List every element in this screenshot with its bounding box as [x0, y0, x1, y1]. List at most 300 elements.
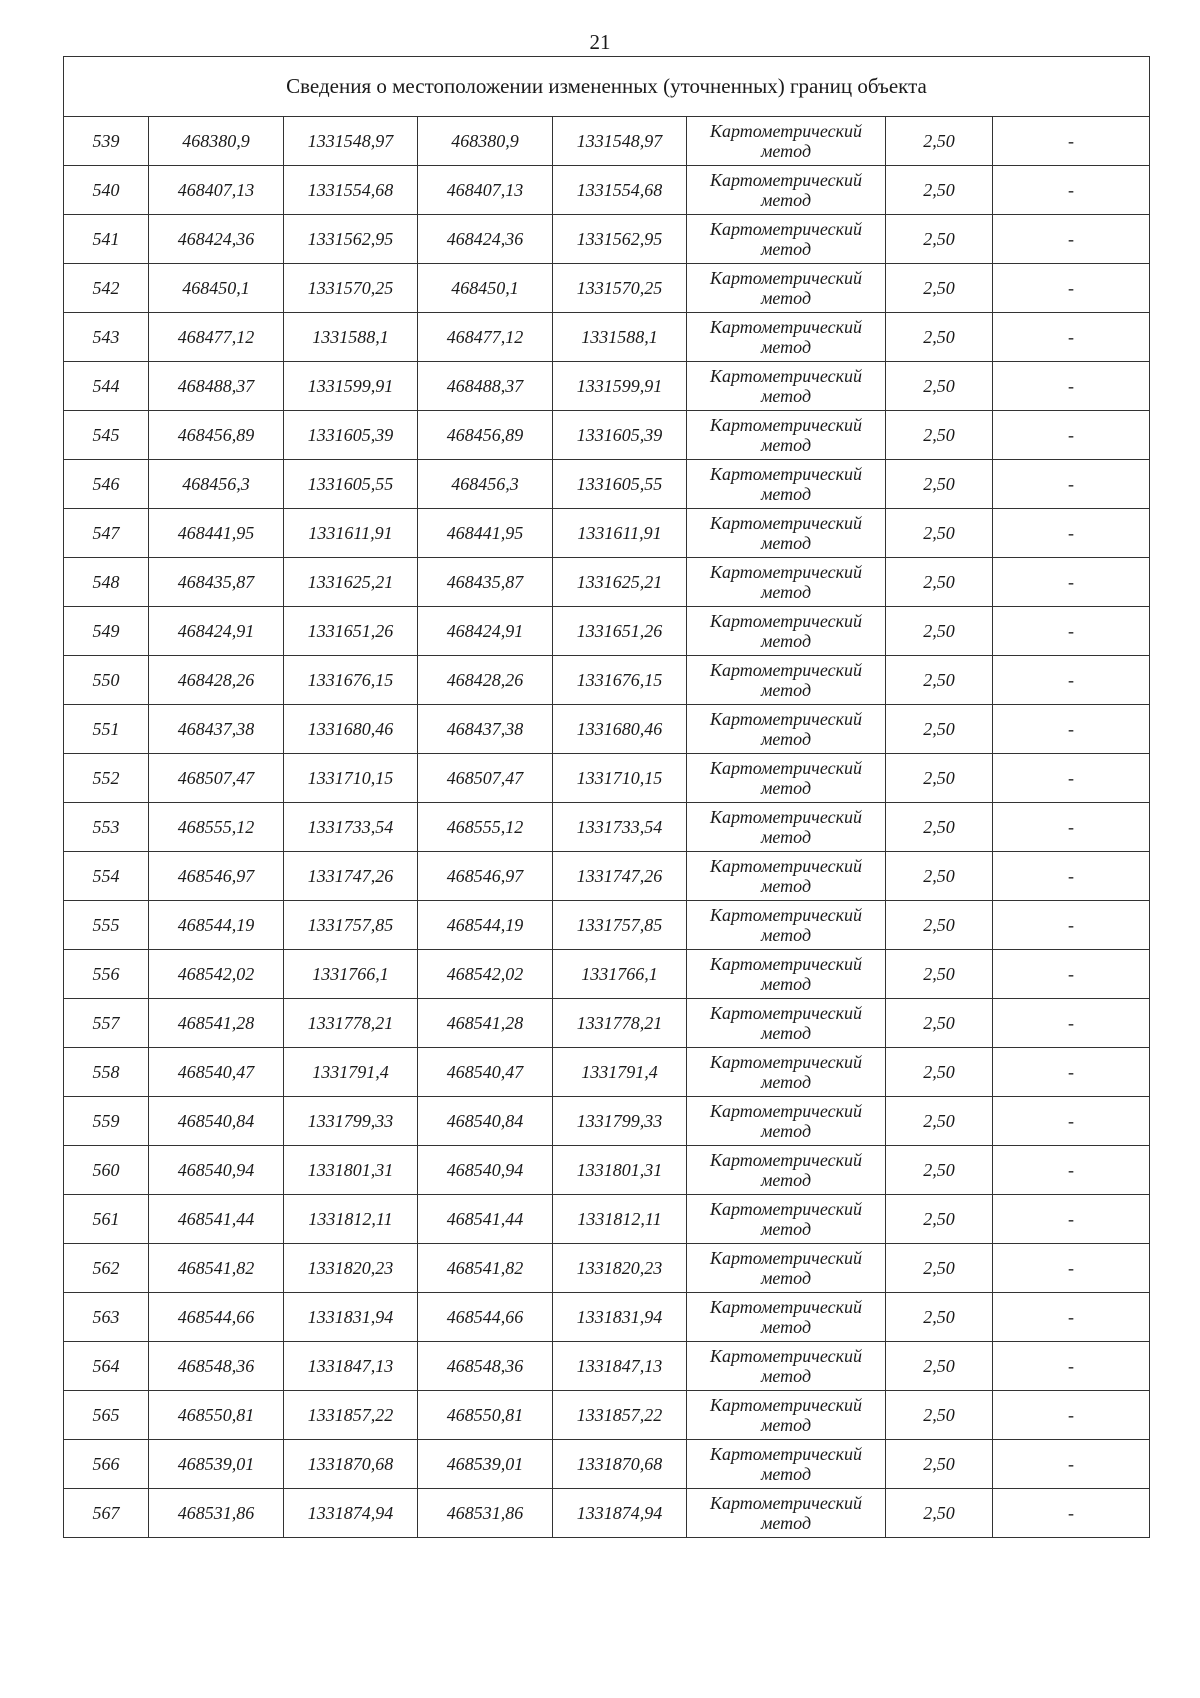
x-existing-cell: 468507,47 — [149, 754, 284, 803]
description-cell: - — [993, 1391, 1150, 1440]
x-existing-cell: 468424,91 — [149, 607, 284, 656]
table-row — [64, 950, 1150, 999]
x-refined-cell: 468428,26 — [418, 656, 553, 705]
x-existing-cell: 468542,02 — [149, 950, 284, 999]
y-refined-cell: 1331651,26 — [553, 607, 687, 656]
table-row — [64, 558, 1150, 607]
method-text-line: метод — [760, 1513, 812, 1533]
method-cell — [687, 1293, 886, 1342]
y-refined-cell: 1331847,13 — [553, 1342, 687, 1391]
accuracy-cell: 2,50 — [886, 1489, 993, 1538]
y-refined-cell: 1331710,15 — [553, 754, 687, 803]
table-row — [64, 607, 1150, 656]
method-text-line: метод — [760, 141, 812, 161]
method-cell — [687, 1342, 886, 1391]
table-row — [64, 1440, 1150, 1489]
y-existing-cell: 1331747,26 — [284, 852, 418, 901]
y-existing-cell: 1331605,39 — [284, 411, 418, 460]
description-cell: - — [993, 901, 1150, 950]
accuracy-cell: 2,50 — [886, 656, 993, 705]
table-row — [64, 1489, 1150, 1538]
point-number-cell: 539 — [64, 117, 149, 166]
x-existing-cell: 468541,44 — [149, 1195, 284, 1244]
method-text-line: Картометрический — [709, 562, 862, 582]
x-existing-cell: 468441,95 — [149, 509, 284, 558]
x-refined-cell: 468456,89 — [418, 411, 553, 460]
y-existing-cell: 1331791,4 — [284, 1048, 418, 1097]
x-refined-cell: 468542,02 — [418, 950, 553, 999]
y-existing-cell: 1331651,26 — [284, 607, 418, 656]
x-refined-cell: 468456,3 — [418, 460, 553, 509]
method-text-line: Картометрический — [709, 1052, 862, 1072]
method-text-line: Картометрический — [709, 1395, 862, 1415]
y-refined-cell: 1331733,54 — [553, 803, 687, 852]
table-row — [64, 852, 1150, 901]
table-row — [64, 264, 1150, 313]
accuracy-cell: 2,50 — [886, 852, 993, 901]
table-row — [64, 705, 1150, 754]
description-cell: - — [993, 803, 1150, 852]
description-cell: - — [993, 460, 1150, 509]
description-cell: - — [993, 1440, 1150, 1489]
point-number-cell: 563 — [64, 1293, 149, 1342]
x-refined-cell: 468540,47 — [418, 1048, 553, 1097]
accuracy-cell: 2,50 — [886, 901, 993, 950]
y-refined-cell: 1331625,21 — [553, 558, 687, 607]
x-existing-cell: 468541,28 — [149, 999, 284, 1048]
method-text-line: Картометрический — [709, 170, 862, 190]
y-existing-cell: 1331778,21 — [284, 999, 418, 1048]
x-refined-cell: 468450,1 — [418, 264, 553, 313]
page-number: 21 — [589, 30, 611, 54]
y-refined-cell: 1331562,95 — [553, 215, 687, 264]
point-number-cell: 566 — [64, 1440, 149, 1489]
accuracy-cell: 2,50 — [886, 1195, 993, 1244]
description-cell: - — [993, 1293, 1150, 1342]
point-number-cell: 556 — [64, 950, 149, 999]
y-refined-cell: 1331605,39 — [553, 411, 687, 460]
table-row — [64, 215, 1150, 264]
accuracy-cell: 2,50 — [886, 215, 993, 264]
x-existing-cell: 468424,36 — [149, 215, 284, 264]
table-row — [64, 1391, 1150, 1440]
x-existing-cell: 468456,89 — [149, 411, 284, 460]
point-number-cell: 562 — [64, 1244, 149, 1293]
method-cell — [687, 558, 886, 607]
method-cell — [687, 1097, 886, 1146]
method-text-line: метод — [760, 1366, 812, 1386]
x-existing-cell: 468437,38 — [149, 705, 284, 754]
y-refined-cell: 1331812,11 — [553, 1195, 687, 1244]
method-text-line: метод — [760, 435, 812, 455]
y-refined-cell: 1331820,23 — [553, 1244, 687, 1293]
method-text-line: Картометрический — [709, 709, 862, 729]
method-cell — [687, 656, 886, 705]
y-existing-cell: 1331874,94 — [284, 1489, 418, 1538]
description-cell: - — [993, 705, 1150, 754]
method-text-line: Картометрический — [709, 1199, 862, 1219]
x-existing-cell: 468540,47 — [149, 1048, 284, 1097]
table-row — [64, 1048, 1150, 1097]
table-row — [64, 313, 1150, 362]
y-existing-cell: 1331812,11 — [284, 1195, 418, 1244]
method-cell — [687, 1489, 886, 1538]
method-cell — [687, 411, 886, 460]
y-existing-cell: 1331554,68 — [284, 166, 418, 215]
x-refined-cell: 468407,13 — [418, 166, 553, 215]
point-number-cell: 547 — [64, 509, 149, 558]
x-refined-cell: 468544,19 — [418, 901, 553, 950]
y-refined-cell: 1331791,4 — [553, 1048, 687, 1097]
x-existing-cell: 468488,37 — [149, 362, 284, 411]
y-existing-cell: 1331733,54 — [284, 803, 418, 852]
description-cell: - — [993, 1342, 1150, 1391]
method-text-line: метод — [760, 876, 812, 896]
accuracy-cell: 2,50 — [886, 754, 993, 803]
method-text-line: Картометрический — [709, 268, 862, 288]
method-text-line: Картометрический — [709, 1346, 862, 1366]
x-existing-cell: 468477,12 — [149, 313, 284, 362]
method-text-line: метод — [760, 484, 812, 504]
y-refined-cell: 1331680,46 — [553, 705, 687, 754]
method-cell — [687, 264, 886, 313]
table-row — [64, 411, 1150, 460]
y-existing-cell: 1331625,21 — [284, 558, 418, 607]
x-refined-cell: 468544,66 — [418, 1293, 553, 1342]
description-cell: - — [993, 656, 1150, 705]
y-existing-cell: 1331801,31 — [284, 1146, 418, 1195]
y-refined-cell: 1331801,31 — [553, 1146, 687, 1195]
y-existing-cell: 1331588,1 — [284, 313, 418, 362]
accuracy-cell: 2,50 — [886, 1342, 993, 1391]
description-cell: - — [993, 1244, 1150, 1293]
table-title-row — [64, 57, 1150, 117]
x-refined-cell: 468507,47 — [418, 754, 553, 803]
x-existing-cell: 468456,3 — [149, 460, 284, 509]
y-existing-cell: 1331766,1 — [284, 950, 418, 999]
x-refined-cell: 468424,91 — [418, 607, 553, 656]
x-existing-cell: 468539,01 — [149, 1440, 284, 1489]
description-cell: - — [993, 754, 1150, 803]
method-text-line: метод — [760, 1464, 812, 1484]
x-existing-cell: 468540,94 — [149, 1146, 284, 1195]
x-existing-cell: 468546,97 — [149, 852, 284, 901]
point-number-cell: 548 — [64, 558, 149, 607]
description-cell: - — [993, 1097, 1150, 1146]
y-existing-cell: 1331820,23 — [284, 1244, 418, 1293]
x-existing-cell: 468450,1 — [149, 264, 284, 313]
method-text-line: Картометрический — [709, 1101, 862, 1121]
method-text-line: Картометрический — [709, 807, 862, 827]
method-cell — [687, 362, 886, 411]
x-existing-cell: 468435,87 — [149, 558, 284, 607]
method-cell — [687, 460, 886, 509]
x-refined-cell: 468548,36 — [418, 1342, 553, 1391]
y-existing-cell: 1331599,91 — [284, 362, 418, 411]
description-cell: - — [993, 411, 1150, 460]
method-text-line: метод — [760, 1219, 812, 1239]
x-refined-cell: 468539,01 — [418, 1440, 553, 1489]
x-existing-cell: 468540,84 — [149, 1097, 284, 1146]
accuracy-cell: 2,50 — [886, 166, 993, 215]
description-cell: - — [993, 1195, 1150, 1244]
x-refined-cell: 468555,12 — [418, 803, 553, 852]
method-text-line: метод — [760, 827, 812, 847]
description-cell: - — [993, 313, 1150, 362]
point-number-cell: 554 — [64, 852, 149, 901]
method-cell — [687, 1195, 886, 1244]
y-existing-cell: 1331548,97 — [284, 117, 418, 166]
y-refined-cell: 1331554,68 — [553, 166, 687, 215]
description-cell: - — [993, 117, 1150, 166]
method-text-line: метод — [760, 1072, 812, 1092]
method-cell — [687, 509, 886, 558]
method-cell — [687, 754, 886, 803]
method-text-line: метод — [760, 778, 812, 798]
point-number-cell: 557 — [64, 999, 149, 1048]
method-text-line: Картометрический — [709, 611, 862, 631]
description-cell: - — [993, 607, 1150, 656]
y-refined-cell: 1331870,68 — [553, 1440, 687, 1489]
description-cell: - — [993, 264, 1150, 313]
method-text-line: метод — [760, 974, 812, 994]
y-refined-cell: 1331676,15 — [553, 656, 687, 705]
table-row — [64, 1342, 1150, 1391]
accuracy-cell: 2,50 — [886, 1048, 993, 1097]
point-number-cell: 559 — [64, 1097, 149, 1146]
x-refined-cell: 468531,86 — [418, 1489, 553, 1538]
method-text-line: метод — [760, 680, 812, 700]
method-cell — [687, 950, 886, 999]
description-cell: - — [993, 852, 1150, 901]
table-row — [64, 117, 1150, 166]
x-existing-cell: 468428,26 — [149, 656, 284, 705]
method-text-line: метод — [760, 386, 812, 406]
x-existing-cell: 468544,66 — [149, 1293, 284, 1342]
x-refined-cell: 468550,81 — [418, 1391, 553, 1440]
table-row — [64, 1146, 1150, 1195]
point-number-cell: 543 — [64, 313, 149, 362]
method-cell — [687, 999, 886, 1048]
method-cell — [687, 852, 886, 901]
method-text-line: метод — [760, 288, 812, 308]
accuracy-cell: 2,50 — [886, 803, 993, 852]
method-text-line: метод — [760, 729, 812, 749]
description-cell: - — [993, 558, 1150, 607]
method-text-line: метод — [760, 337, 812, 357]
table-row — [64, 509, 1150, 558]
point-number-cell: 558 — [64, 1048, 149, 1097]
y-refined-cell: 1331831,94 — [553, 1293, 687, 1342]
description-cell: - — [993, 509, 1150, 558]
y-existing-cell: 1331611,91 — [284, 509, 418, 558]
table-row — [64, 754, 1150, 803]
x-refined-cell: 468546,97 — [418, 852, 553, 901]
method-cell — [687, 1391, 886, 1440]
x-existing-cell: 468380,9 — [149, 117, 284, 166]
x-existing-cell: 468541,82 — [149, 1244, 284, 1293]
x-refined-cell: 468540,94 — [418, 1146, 553, 1195]
method-text-line: метод — [760, 1121, 812, 1141]
y-refined-cell: 1331599,91 — [553, 362, 687, 411]
y-refined-cell: 1331605,55 — [553, 460, 687, 509]
table-row — [64, 1097, 1150, 1146]
method-text-line: Картометрический — [709, 366, 862, 386]
method-text-line: Картометрический — [709, 660, 862, 680]
accuracy-cell: 2,50 — [886, 1146, 993, 1195]
accuracy-cell: 2,50 — [886, 509, 993, 558]
point-number-cell: 565 — [64, 1391, 149, 1440]
point-number-cell: 540 — [64, 166, 149, 215]
point-number-cell: 545 — [64, 411, 149, 460]
method-text-line: метод — [760, 239, 812, 259]
point-number-cell: 546 — [64, 460, 149, 509]
accuracy-cell: 2,50 — [886, 1097, 993, 1146]
x-existing-cell: 468550,81 — [149, 1391, 284, 1440]
method-text-line: Картометрический — [709, 415, 862, 435]
table-row — [64, 1293, 1150, 1342]
accuracy-cell: 2,50 — [886, 999, 993, 1048]
y-refined-cell: 1331588,1 — [553, 313, 687, 362]
method-text-line: Картометрический — [709, 954, 862, 974]
point-number-cell: 564 — [64, 1342, 149, 1391]
method-text-line: Картометрический — [709, 1444, 862, 1464]
x-existing-cell: 468531,86 — [149, 1489, 284, 1538]
y-refined-cell: 1331548,97 — [553, 117, 687, 166]
y-refined-cell: 1331874,94 — [553, 1489, 687, 1538]
y-existing-cell: 1331680,46 — [284, 705, 418, 754]
x-refined-cell: 468380,9 — [418, 117, 553, 166]
method-cell — [687, 166, 886, 215]
y-existing-cell: 1331857,22 — [284, 1391, 418, 1440]
boundary-coordinates-table — [63, 56, 1150, 1538]
accuracy-cell: 2,50 — [886, 264, 993, 313]
point-number-cell: 553 — [64, 803, 149, 852]
method-cell — [687, 1244, 886, 1293]
y-refined-cell: 1331799,33 — [553, 1097, 687, 1146]
method-text-line: Картометрический — [709, 513, 862, 533]
method-text-line: Картометрический — [709, 317, 862, 337]
method-text-line: Картометрический — [709, 1248, 862, 1268]
point-number-cell: 567 — [64, 1489, 149, 1538]
point-number-cell: 555 — [64, 901, 149, 950]
table-row — [64, 656, 1150, 705]
table-row — [64, 999, 1150, 1048]
point-number-cell: 550 — [64, 656, 149, 705]
point-number-cell: 549 — [64, 607, 149, 656]
description-cell: - — [993, 999, 1150, 1048]
accuracy-cell: 2,50 — [886, 607, 993, 656]
table-row — [64, 1244, 1150, 1293]
description-cell: - — [993, 215, 1150, 264]
method-cell — [687, 705, 886, 754]
description-cell: - — [993, 1146, 1150, 1195]
table-row — [64, 1195, 1150, 1244]
y-refined-cell: 1331611,91 — [553, 509, 687, 558]
method-text-line: Картометрический — [709, 121, 862, 141]
accuracy-cell: 2,50 — [886, 558, 993, 607]
method-text-line: метод — [760, 1170, 812, 1190]
method-text-line: Картометрический — [709, 905, 862, 925]
method-text-line: метод — [760, 1415, 812, 1435]
y-refined-cell: 1331757,85 — [553, 901, 687, 950]
method-cell — [687, 215, 886, 264]
method-text-line: Картометрический — [709, 1297, 862, 1317]
point-number-cell: 541 — [64, 215, 149, 264]
accuracy-cell: 2,50 — [886, 362, 993, 411]
x-existing-cell: 468407,13 — [149, 166, 284, 215]
description-cell: - — [993, 1489, 1150, 1538]
accuracy-cell: 2,50 — [886, 313, 993, 362]
description-cell: - — [993, 166, 1150, 215]
y-existing-cell: 1331847,13 — [284, 1342, 418, 1391]
x-existing-cell: 468548,36 — [149, 1342, 284, 1391]
y-existing-cell: 1331570,25 — [284, 264, 418, 313]
method-cell — [687, 313, 886, 362]
accuracy-cell: 2,50 — [886, 1293, 993, 1342]
method-text-line: метод — [760, 533, 812, 553]
y-existing-cell: 1331831,94 — [284, 1293, 418, 1342]
method-cell — [687, 901, 886, 950]
y-refined-cell: 1331778,21 — [553, 999, 687, 1048]
accuracy-cell: 2,50 — [886, 460, 993, 509]
point-number-cell: 542 — [64, 264, 149, 313]
table-row — [64, 901, 1150, 950]
accuracy-cell: 2,50 — [886, 1391, 993, 1440]
method-text-line: Картометрический — [709, 219, 862, 239]
point-number-cell: 544 — [64, 362, 149, 411]
x-refined-cell: 468540,84 — [418, 1097, 553, 1146]
method-text-line: Картометрический — [709, 856, 862, 876]
point-number-cell: 560 — [64, 1146, 149, 1195]
method-text-line: Картометрический — [709, 1150, 862, 1170]
method-text-line: Картометрический — [709, 758, 862, 778]
accuracy-cell: 2,50 — [886, 705, 993, 754]
x-refined-cell: 468441,95 — [418, 509, 553, 558]
method-text-line: метод — [760, 925, 812, 945]
method-text-line: Картометрический — [709, 464, 862, 484]
y-refined-cell: 1331857,22 — [553, 1391, 687, 1440]
method-text-line: Картометрический — [709, 1493, 862, 1513]
x-refined-cell: 468437,38 — [418, 705, 553, 754]
method-text-line: метод — [760, 1317, 812, 1337]
description-cell: - — [993, 362, 1150, 411]
method-cell — [687, 1146, 886, 1195]
method-text-line: метод — [760, 1268, 812, 1288]
x-refined-cell: 468541,44 — [418, 1195, 553, 1244]
accuracy-cell: 2,50 — [886, 411, 993, 460]
method-cell — [687, 1048, 886, 1097]
method-cell — [687, 117, 886, 166]
method-text-line: метод — [760, 1023, 812, 1043]
accuracy-cell: 2,50 — [886, 117, 993, 166]
y-existing-cell: 1331605,55 — [284, 460, 418, 509]
table-row — [64, 362, 1150, 411]
table-row — [64, 803, 1150, 852]
point-number-cell: 551 — [64, 705, 149, 754]
method-text-line: метод — [760, 582, 812, 602]
method-cell — [687, 803, 886, 852]
table-title: Сведения о местоположении измененных (уточненных) границ объекта — [64, 57, 1150, 117]
method-text-line: метод — [760, 190, 812, 210]
accuracy-cell: 2,50 — [886, 1244, 993, 1293]
method-cell — [687, 607, 886, 656]
x-refined-cell: 468541,28 — [418, 999, 553, 1048]
description-cell: - — [993, 1048, 1150, 1097]
accuracy-cell: 2,50 — [886, 950, 993, 999]
y-existing-cell: 1331710,15 — [284, 754, 418, 803]
y-refined-cell: 1331747,26 — [553, 852, 687, 901]
